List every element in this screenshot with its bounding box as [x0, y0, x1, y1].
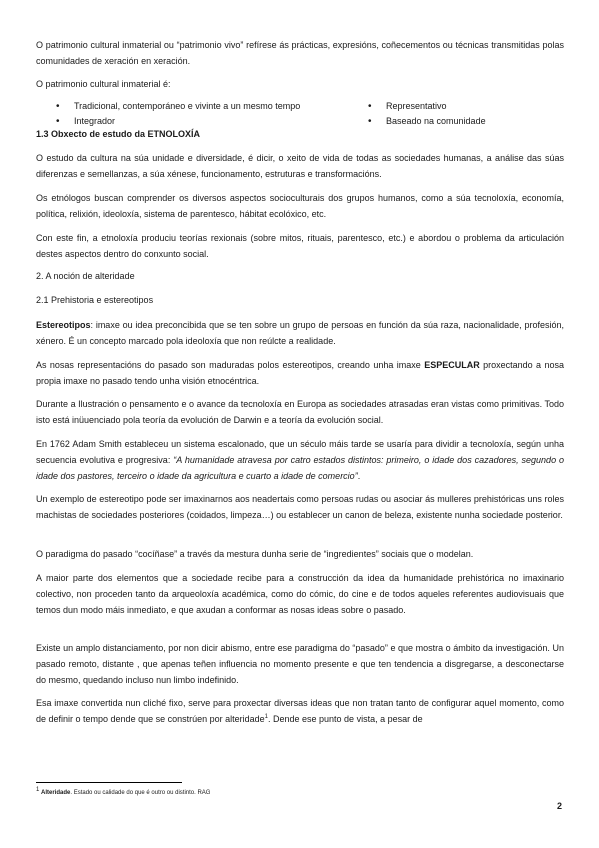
section-heading-2: 2. A noción de alteridade [36, 271, 135, 281]
emphasis-especular: ESPECULAR [424, 360, 480, 370]
list-intro: O patrimonio cultural inmaterial é: [36, 79, 171, 89]
adam-smith-paragraph [36, 436, 564, 484]
text-run: proxectando a nosa propia imaxe no pasado tendo unha visión etnocéntrica. [36, 360, 564, 386]
text-run: Esa imaxe convertida nun cliché fixo, serve para proxectar diversas ideas que non tratan tanto de configurar aquel momento, como de definir o tempo dende que se constrúen por alteridade [36, 698, 564, 724]
representacions-paragraph [36, 357, 564, 389]
cliche-paragraph [36, 695, 564, 727]
footnote-text: . Estado ou calidade do que é outro ou distinto. RAG [70, 790, 211, 796]
ilustracion-paragraph: Durante a Ilustración o pensamento e o avance da tecnoloxía en Europa as sociedades atrasadas eran vistas como primitivas. Todo isto está inüuenciado pola teoría da evolución de Darwin e a teoría da evolución social. [36, 399, 564, 425]
text-run: As nosas representacións do pasado son maduradas polos estereotipos, creando unha imaxe [36, 360, 425, 370]
distanciamento-paragraph: Existe un amplo distanciamento, por non dicir abismo, entre ese paradigma do “pasado” e que mostra o ámbito da investigación. Un pasado remoto, distante , que apenas teñen influencia no momento presente e que ten tendencia a disgregarse, a desconectarse do mesmo, quedando incluso nun limbo indefinido. [36, 643, 564, 685]
etnologos-paragraph: Os etnólogos buscan comprender os diversos aspectos socioculturais dos grupos humanos, como a súa tecnoloxía, economía, política, relixión, ideoloxía, sistema de parentesco, hábitat ecolóxico, etc. [36, 193, 564, 219]
list-item-text: Integrador [74, 116, 116, 126]
list-item-text: Baseado na comunidade [386, 116, 486, 126]
list-item-text: Representativo [386, 101, 447, 111]
intro-paragraph: O patrimonio cultural inmaterial ou “patrimonio vivo” refírese ás prácticas, expresións, coñecementos ou técnicas transmitidas polas comunidades de xeración en xeración. [36, 40, 564, 66]
text-run: . Dende ese punto de vista, a pesar de [268, 714, 423, 724]
paradigma-paragraph: O paradigma do pasado “cocíñase” a través da mestura dunha serie de “ingredientes” sociais que o modelan. [36, 549, 474, 559]
teorias-paragraph: Con este fin, a etnoloxía produciu teorías rexionais (sobre mitos, rituais, parentesco, etc.) e abordou o problema da articulación destes aspectos dentro do conxunto social. [36, 233, 564, 259]
bullet-icon: • [56, 101, 60, 112]
adam-smith-quote: “A humanidade atravesa por catro estados distintos: primeiro, o idade dos cazadores, segundo o idade dos pastores, terceiro o idade da agricultura e cuarto a idade de comercio” [36, 455, 564, 481]
footnote [36, 788, 210, 798]
definition-text: : imaxe ou idea preconcibida que se ten sobre un grupo de persoas en función da súa raza, nacionalidade, profesión, xénero. É un concepto marcado pola ideoloxía que non reúlcte a realidade. [36, 320, 564, 346]
estereotipos-definition-paragraph [36, 317, 564, 349]
term-estereotipos: Estereotipos [36, 320, 91, 330]
etnoloxia-definition-paragraph: O estudo da cultura na súa unidade e diversidade, é dicir, o xeito de vida de todas as sociedades humanas, a análise das súas diferenzas e semellanzas, a súa xénese, funcionamento, estruturas e transformacións. [36, 153, 564, 179]
section-heading-2-1: 2.1 Prehistoria e estereotipos [36, 295, 154, 305]
footnote-number: 1 [36, 787, 40, 793]
page-number: 2 [557, 801, 563, 811]
bullet-icon: • [368, 101, 372, 112]
bullet-icon: • [368, 116, 372, 127]
text-run: En 1762 Adam Smith estableceu un sistema escalonado, que un século máis tarde se usaría para dividir a tecnoloxía, según unha secuencia evolutiva e progresiva: [36, 439, 564, 465]
list-item-text: Tradicional, contemporáneo e vivinte a un mesmo tempo [74, 101, 301, 111]
bullet-icon: • [56, 116, 60, 127]
footnote-term: Alteridade [41, 790, 71, 796]
text-run: . [357, 471, 361, 481]
footnote-reference[interactable]: 1 [264, 714, 268, 720]
imaxinario-paragraph: A maior parte dos elementos que a sociedade recibe para a construcción da idea da humanidade prehistórica no imaxinario colectivo, non proceden tanto da arqueoloxía académica, como do cómic, do cine e de todos aqueles referentes audiovisuais que temos dun modo máis inmediato, e que axudan a conformar as nosas ideas sobre o pasado. [36, 573, 564, 615]
section-heading-1-3: 1.3 Obxecto de estudo da ETNOLOXÍA [36, 129, 201, 139]
footnote-divider [36, 782, 182, 783]
exemplo-paragraph: Un exemplo de estereotipo pode ser imaxinarnos aos neadertais como persoas rudas ou asociar ás mulleres prehistóricas uns roles machistas de sociedades posteriores (coidados, limpeza…) ou establecer un canon de beleza, existente nunha sociedade posterior. [36, 494, 564, 520]
